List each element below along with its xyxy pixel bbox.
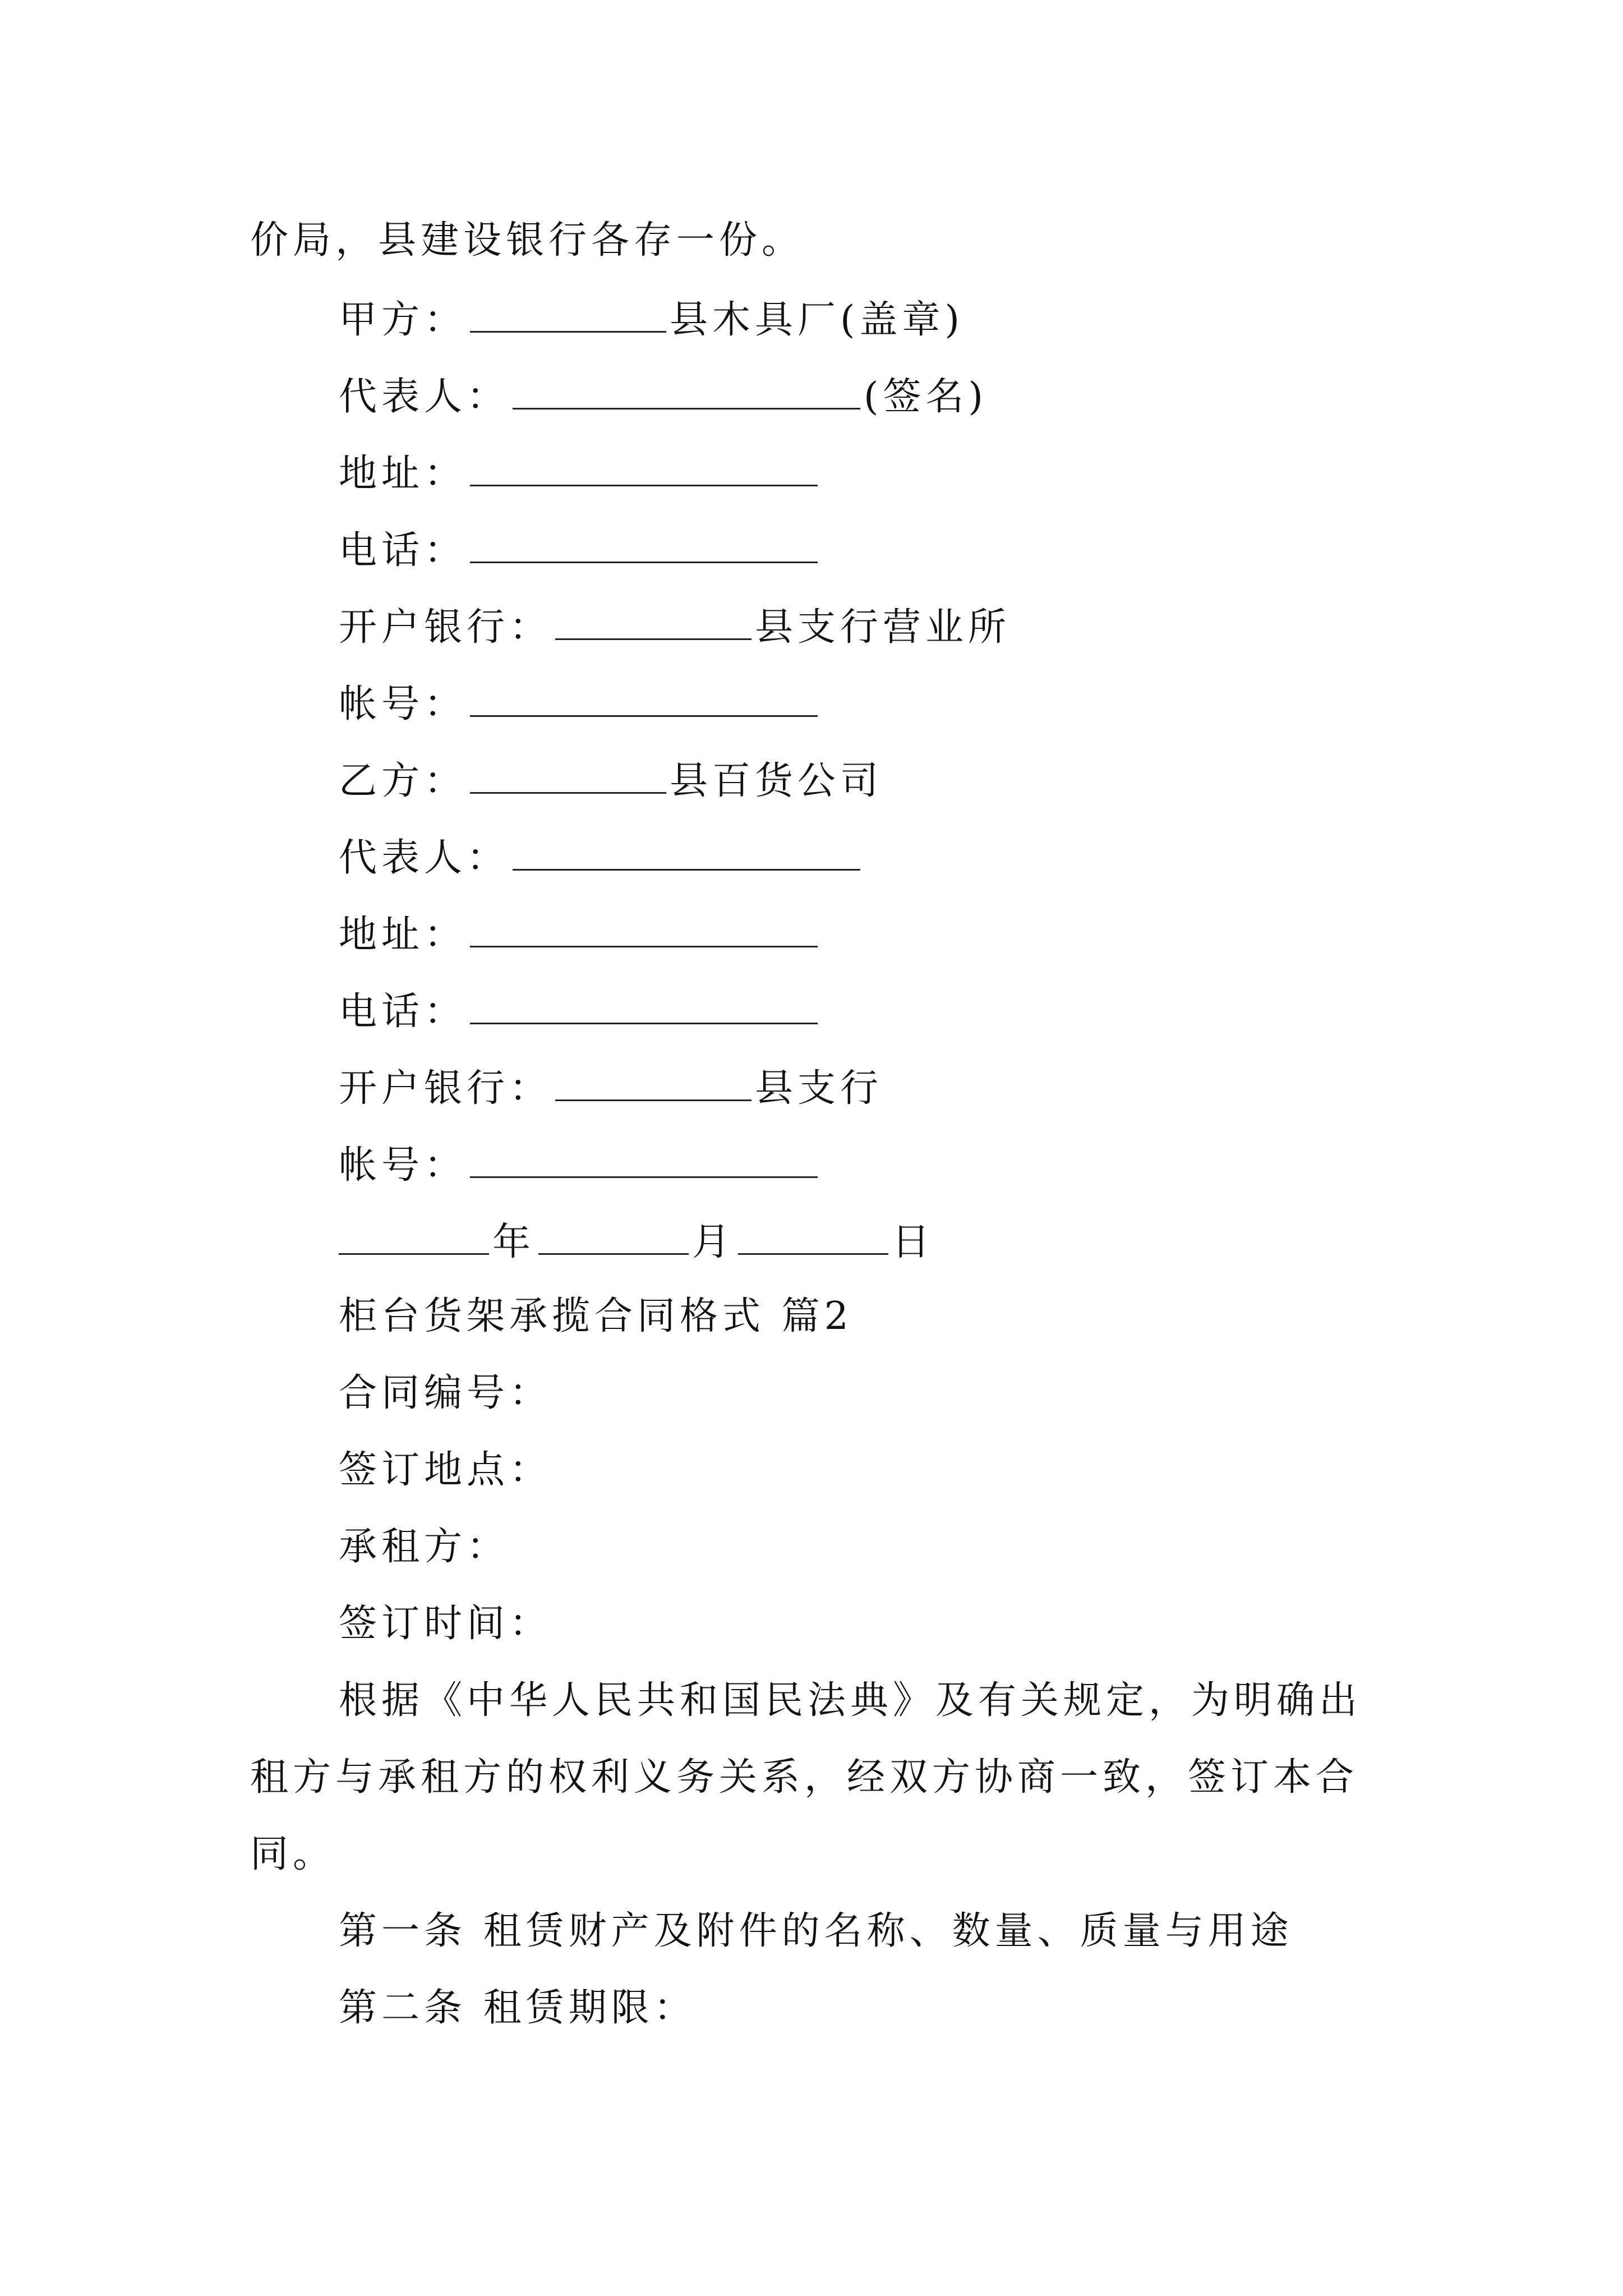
month-label: 月 bbox=[692, 1220, 735, 1264]
text: 承租方： bbox=[339, 1525, 510, 1569]
text: 县百货公司 bbox=[670, 759, 883, 803]
blank-year bbox=[339, 1221, 489, 1255]
label: 开户银行： bbox=[339, 1066, 552, 1111]
phone-b-line bbox=[339, 990, 821, 1034]
phone-a-line bbox=[339, 528, 821, 573]
label: 甲方： bbox=[339, 298, 467, 342]
blank-field bbox=[470, 683, 818, 717]
article-2-line bbox=[339, 1986, 697, 2030]
blank-month bbox=[538, 1221, 689, 1255]
paragraph-line bbox=[339, 1678, 1362, 1723]
contract-number-line bbox=[339, 1371, 552, 1415]
section-title bbox=[339, 1294, 853, 1338]
text: 签订时间： bbox=[339, 1602, 552, 1646]
blank-field bbox=[470, 990, 818, 1024]
representative-b-line bbox=[339, 836, 864, 880]
article-1-line bbox=[339, 1909, 1293, 1953]
blank-field bbox=[513, 375, 860, 409]
paragraph-line bbox=[250, 1755, 1359, 1800]
text: 同。 bbox=[250, 1832, 336, 1876]
label: 地址： bbox=[339, 452, 467, 496]
label: 帐号： bbox=[339, 682, 467, 726]
sign-place-line bbox=[339, 1448, 552, 1492]
blank-field bbox=[470, 298, 666, 333]
text: 第一条 租赁财产及附件的名称、数量、质量与用途 bbox=[339, 1909, 1293, 1953]
text-line bbox=[250, 218, 805, 263]
label: 帐号： bbox=[339, 1143, 467, 1188]
party-a-line bbox=[339, 298, 965, 342]
text: 县木具厂(盖章) bbox=[670, 298, 965, 342]
account-b-line bbox=[339, 1143, 821, 1188]
text: 根据《中华人民共和国民法典》及有关规定，为明确出 bbox=[339, 1678, 1362, 1723]
blank-field bbox=[470, 529, 818, 563]
account-a-line bbox=[339, 683, 821, 724]
label: 电话： bbox=[339, 528, 467, 573]
blank-field bbox=[470, 913, 818, 947]
address-b-line bbox=[339, 913, 821, 957]
year-label: 年 bbox=[492, 1220, 536, 1264]
bank-b-line bbox=[339, 1066, 883, 1111]
blank-field bbox=[555, 1067, 751, 1101]
blank-field bbox=[470, 760, 666, 794]
paragraph-line bbox=[250, 1832, 336, 1876]
text: 第二条 租赁期限： bbox=[339, 1986, 697, 2030]
date-line bbox=[339, 1221, 934, 1262]
label: 乙方： bbox=[339, 759, 467, 803]
blank-field bbox=[470, 1144, 818, 1178]
day-label: 日 bbox=[892, 1220, 935, 1264]
representative-a-line bbox=[339, 375, 988, 419]
text: (签名) bbox=[864, 375, 988, 419]
text: 租方与承租方的权利义务关系，经双方协商一致，签订本合 bbox=[250, 1755, 1359, 1800]
text: 价局，县建设银行各存一份。 bbox=[250, 218, 805, 263]
text: 合同编号： bbox=[339, 1371, 552, 1415]
label: 代表人： bbox=[339, 375, 510, 419]
sign-time-line bbox=[339, 1602, 552, 1646]
label: 代表人： bbox=[339, 836, 510, 880]
text: 签订地点： bbox=[339, 1448, 552, 1492]
text: 县支行营业所 bbox=[755, 605, 1011, 650]
party-b-line bbox=[339, 759, 883, 803]
label: 电话： bbox=[339, 990, 467, 1034]
blank-field bbox=[513, 836, 860, 871]
text: 柜台货架承揽合同格式 篇2 bbox=[339, 1294, 853, 1338]
blank-field bbox=[555, 606, 751, 640]
text: 县支行 bbox=[755, 1066, 883, 1111]
lessee-line bbox=[339, 1525, 510, 1569]
label: 地址： bbox=[339, 913, 467, 957]
label: 开户银行： bbox=[339, 605, 552, 650]
blank-day bbox=[738, 1221, 888, 1255]
blank-field bbox=[470, 452, 818, 486]
bank-a-line bbox=[339, 605, 1011, 650]
address-a-line bbox=[339, 452, 821, 496]
